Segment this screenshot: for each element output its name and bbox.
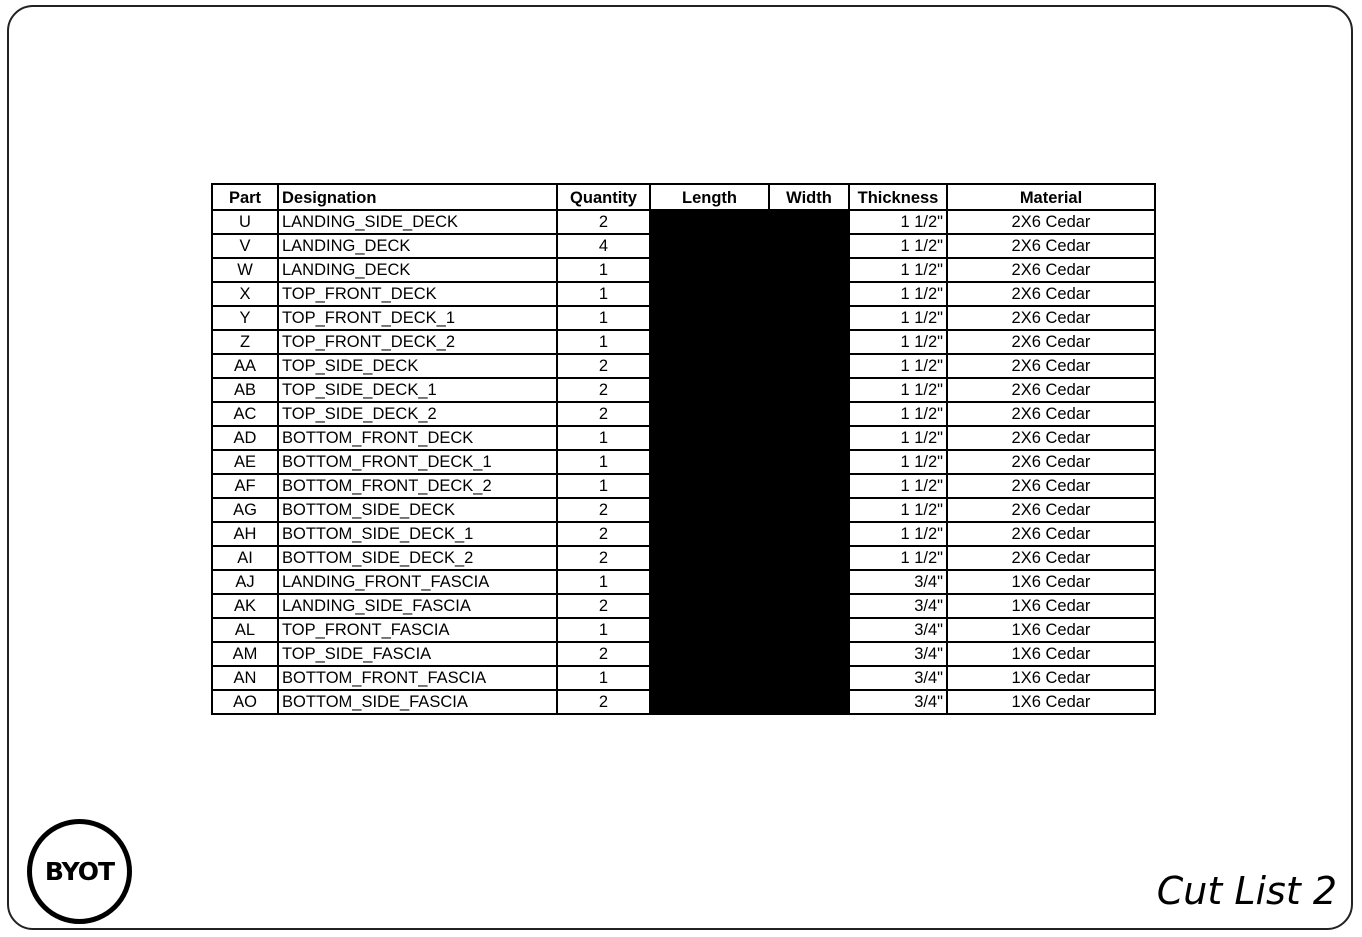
byot-logo — [27, 819, 132, 924]
material-cell: 2X6 Cedar — [947, 378, 1155, 402]
part-cell: AB — [212, 378, 278, 402]
width-cell-redacted — [769, 690, 849, 714]
designation-cell: LANDING_DECK — [278, 258, 557, 282]
width-cell-redacted — [769, 618, 849, 642]
designation-cell: LANDING_SIDE_DECK — [278, 210, 557, 234]
part-cell: AN — [212, 666, 278, 690]
table-row — [212, 642, 1155, 666]
material-cell: 2X6 Cedar — [947, 234, 1155, 258]
header-quantity: Quantity — [557, 184, 650, 210]
designation-cell: TOP_SIDE_DECK_1 — [278, 378, 557, 402]
designation-cell: BOTTOM_SIDE_FASCIA — [278, 690, 557, 714]
length-cell-redacted — [650, 258, 769, 282]
quantity-cell: 2 — [557, 642, 650, 666]
designation-cell: TOP_FRONT_DECK_1 — [278, 306, 557, 330]
material-cell: 2X6 Cedar — [947, 282, 1155, 306]
part-cell: AE — [212, 450, 278, 474]
table-row — [212, 306, 1155, 330]
width-cell-redacted — [769, 330, 849, 354]
designation-cell: TOP_FRONT_DECK — [278, 282, 557, 306]
quantity-cell: 1 — [557, 666, 650, 690]
designation-cell: TOP_SIDE_DECK — [278, 354, 557, 378]
page-title: Cut List 2 — [1156, 869, 1337, 913]
thickness-cell: 1 1/2" — [849, 282, 947, 306]
designation-cell: TOP_SIDE_FASCIA — [278, 642, 557, 666]
width-cell-redacted — [769, 258, 849, 282]
designation-cell: LANDING_FRONT_FASCIA — [278, 570, 557, 594]
designation-cell: BOTTOM_FRONT_FASCIA — [278, 666, 557, 690]
thickness-cell: 3/4" — [849, 642, 947, 666]
thickness-cell: 1 1/2" — [849, 306, 947, 330]
quantity-cell: 4 — [557, 234, 650, 258]
width-cell-redacted — [769, 378, 849, 402]
table-row — [212, 690, 1155, 714]
length-cell-redacted — [650, 666, 769, 690]
logo-text: BYOT — [44, 857, 115, 886]
length-cell-redacted — [650, 498, 769, 522]
material-cell: 2X6 Cedar — [947, 330, 1155, 354]
header-part: Part — [212, 184, 278, 210]
quantity-cell: 2 — [557, 402, 650, 426]
thickness-cell: 1 1/2" — [849, 234, 947, 258]
material-cell: 2X6 Cedar — [947, 258, 1155, 282]
material-cell: 2X6 Cedar — [947, 450, 1155, 474]
table-row — [212, 234, 1155, 258]
length-cell-redacted — [650, 690, 769, 714]
quantity-cell: 1 — [557, 306, 650, 330]
quantity-cell: 1 — [557, 570, 650, 594]
thickness-cell: 1 1/2" — [849, 330, 947, 354]
part-cell: AK — [212, 594, 278, 618]
quantity-cell: 2 — [557, 378, 650, 402]
material-cell: 2X6 Cedar — [947, 354, 1155, 378]
header-thickness: Thickness — [849, 184, 947, 210]
width-cell-redacted — [769, 546, 849, 570]
quantity-cell: 2 — [557, 498, 650, 522]
quantity-cell: 1 — [557, 282, 650, 306]
material-cell: 2X6 Cedar — [947, 522, 1155, 546]
table-row — [212, 354, 1155, 378]
width-cell-redacted — [769, 474, 849, 498]
quantity-cell: 1 — [557, 450, 650, 474]
part-cell: AG — [212, 498, 278, 522]
thickness-cell: 3/4" — [849, 690, 947, 714]
thickness-cell: 1 1/2" — [849, 258, 947, 282]
length-cell-redacted — [650, 426, 769, 450]
width-cell-redacted — [769, 522, 849, 546]
thickness-cell: 1 1/2" — [849, 378, 947, 402]
length-cell-redacted — [650, 330, 769, 354]
table-row — [212, 498, 1155, 522]
designation-cell: BOTTOM_FRONT_DECK_1 — [278, 450, 557, 474]
material-cell: 2X6 Cedar — [947, 426, 1155, 450]
thickness-cell: 3/4" — [849, 618, 947, 642]
width-cell-redacted — [769, 402, 849, 426]
part-cell: AH — [212, 522, 278, 546]
table-row — [212, 594, 1155, 618]
length-cell-redacted — [650, 474, 769, 498]
length-cell-redacted — [650, 354, 769, 378]
length-cell-redacted — [650, 618, 769, 642]
designation-cell: LANDING_SIDE_FASCIA — [278, 594, 557, 618]
length-cell-redacted — [650, 594, 769, 618]
table-row — [212, 474, 1155, 498]
table-row — [212, 618, 1155, 642]
table-row — [212, 378, 1155, 402]
part-cell: AM — [212, 642, 278, 666]
width-cell-redacted — [769, 234, 849, 258]
quantity-cell: 1 — [557, 330, 650, 354]
designation-cell: LANDING_DECK — [278, 234, 557, 258]
header-width: Width — [769, 184, 849, 210]
width-cell-redacted — [769, 210, 849, 234]
length-cell-redacted — [650, 546, 769, 570]
header-length: Length — [650, 184, 769, 210]
length-cell-redacted — [650, 570, 769, 594]
designation-cell: BOTTOM_FRONT_DECK — [278, 426, 557, 450]
length-cell-redacted — [650, 306, 769, 330]
table-row — [212, 330, 1155, 354]
part-cell: AF — [212, 474, 278, 498]
width-cell-redacted — [769, 666, 849, 690]
thickness-cell: 1 1/2" — [849, 474, 947, 498]
part-cell: AO — [212, 690, 278, 714]
designation-cell: TOP_FRONT_DECK_2 — [278, 330, 557, 354]
part-cell: U — [212, 210, 278, 234]
material-cell: 2X6 Cedar — [947, 306, 1155, 330]
quantity-cell: 2 — [557, 354, 650, 378]
quantity-cell: 2 — [557, 690, 650, 714]
part-cell: AA — [212, 354, 278, 378]
table-row — [212, 570, 1155, 594]
designation-cell: BOTTOM_SIDE_DECK — [278, 498, 557, 522]
designation-cell: BOTTOM_SIDE_DECK_1 — [278, 522, 557, 546]
part-cell: AL — [212, 618, 278, 642]
quantity-cell: 2 — [557, 210, 650, 234]
thickness-cell: 1 1/2" — [849, 546, 947, 570]
table-row — [212, 210, 1155, 234]
part-cell: AD — [212, 426, 278, 450]
part-cell: Z — [212, 330, 278, 354]
length-cell-redacted — [650, 402, 769, 426]
part-cell: V — [212, 234, 278, 258]
part-cell: AJ — [212, 570, 278, 594]
part-cell: Y — [212, 306, 278, 330]
width-cell-redacted — [769, 450, 849, 474]
thickness-cell: 3/4" — [849, 594, 947, 618]
cut-list-table — [211, 183, 1156, 715]
table-header-row — [212, 184, 1155, 210]
quantity-cell: 1 — [557, 426, 650, 450]
designation-cell: TOP_SIDE_DECK_2 — [278, 402, 557, 426]
thickness-cell: 1 1/2" — [849, 402, 947, 426]
material-cell: 1X6 Cedar — [947, 642, 1155, 666]
part-cell: AC — [212, 402, 278, 426]
table-row — [212, 258, 1155, 282]
table-row — [212, 546, 1155, 570]
length-cell-redacted — [650, 234, 769, 258]
designation-cell: BOTTOM_FRONT_DECK_2 — [278, 474, 557, 498]
width-cell-redacted — [769, 498, 849, 522]
designation-cell: BOTTOM_SIDE_DECK_2 — [278, 546, 557, 570]
quantity-cell: 2 — [557, 594, 650, 618]
quantity-cell: 1 — [557, 618, 650, 642]
quantity-cell: 1 — [557, 258, 650, 282]
part-cell: X — [212, 282, 278, 306]
part-cell: AI — [212, 546, 278, 570]
thickness-cell: 1 1/2" — [849, 426, 947, 450]
table-row — [212, 450, 1155, 474]
width-cell-redacted — [769, 642, 849, 666]
material-cell: 2X6 Cedar — [947, 498, 1155, 522]
thickness-cell: 1 1/2" — [849, 450, 947, 474]
material-cell: 2X6 Cedar — [947, 402, 1155, 426]
material-cell: 1X6 Cedar — [947, 618, 1155, 642]
length-cell-redacted — [650, 642, 769, 666]
material-cell: 1X6 Cedar — [947, 594, 1155, 618]
table-row — [212, 402, 1155, 426]
table-row — [212, 426, 1155, 450]
quantity-cell: 2 — [557, 522, 650, 546]
length-cell-redacted — [650, 522, 769, 546]
thickness-cell: 1 1/2" — [849, 354, 947, 378]
material-cell: 2X6 Cedar — [947, 474, 1155, 498]
material-cell: 2X6 Cedar — [947, 210, 1155, 234]
width-cell-redacted — [769, 354, 849, 378]
length-cell-redacted — [650, 450, 769, 474]
width-cell-redacted — [769, 594, 849, 618]
material-cell: 1X6 Cedar — [947, 666, 1155, 690]
header-designation: Designation — [278, 184, 557, 210]
material-cell: 1X6 Cedar — [947, 690, 1155, 714]
thickness-cell: 1 1/2" — [849, 210, 947, 234]
table-row — [212, 522, 1155, 546]
width-cell-redacted — [769, 282, 849, 306]
table-row — [212, 282, 1155, 306]
width-cell-redacted — [769, 426, 849, 450]
header-material: Material — [947, 184, 1155, 210]
length-cell-redacted — [650, 378, 769, 402]
length-cell-redacted — [650, 282, 769, 306]
table-row — [212, 666, 1155, 690]
thickness-cell: 1 1/2" — [849, 498, 947, 522]
quantity-cell: 1 — [557, 474, 650, 498]
length-cell-redacted — [650, 210, 769, 234]
material-cell: 2X6 Cedar — [947, 546, 1155, 570]
material-cell: 1X6 Cedar — [947, 570, 1155, 594]
width-cell-redacted — [769, 306, 849, 330]
part-cell: W — [212, 258, 278, 282]
width-cell-redacted — [769, 570, 849, 594]
designation-cell: TOP_FRONT_FASCIA — [278, 618, 557, 642]
thickness-cell: 3/4" — [849, 666, 947, 690]
thickness-cell: 3/4" — [849, 570, 947, 594]
quantity-cell: 2 — [557, 546, 650, 570]
thickness-cell: 1 1/2" — [849, 522, 947, 546]
